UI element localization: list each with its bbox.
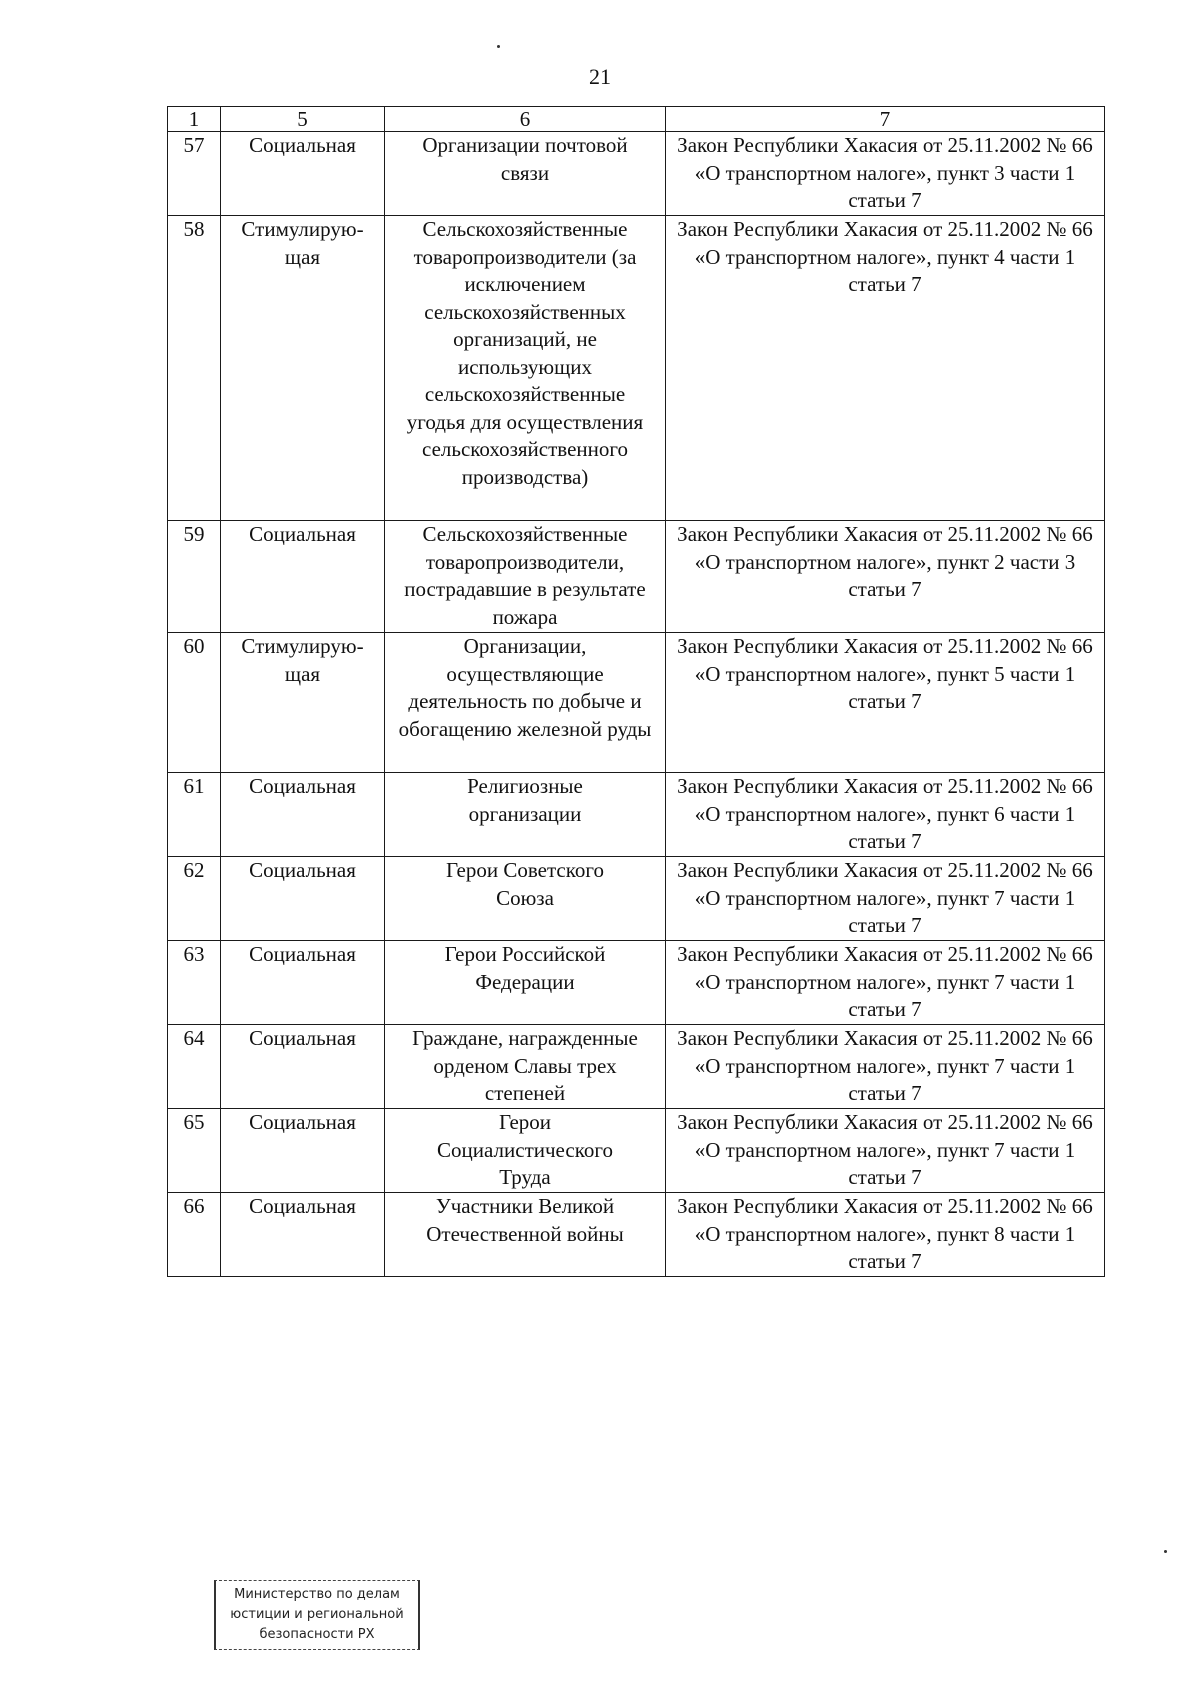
header-col-7: 7 — [666, 107, 1105, 132]
benefit-category: Герои Российской Федерации — [385, 941, 666, 1025]
page-number: 21 — [589, 64, 611, 89]
benefit-type: Социальная — [221, 941, 385, 1025]
legal-basis: Закон Республики Хакасия от 25.11.2002 № 66 «О транспортном налоге», пункт 7 части 1 статьи 7 — [666, 857, 1105, 941]
table-row — [168, 857, 1105, 941]
table-row — [168, 132, 1105, 216]
legal-basis: Закон Республики Хакасия от 25.11.2002 № 66 «О транспортном налоге», пункт 8 части 1 статьи 7 — [666, 1193, 1105, 1277]
benefit-type: Социальная — [221, 1193, 385, 1277]
benefit-type: Социальная — [221, 773, 385, 857]
stamp-line: Министерство по делам — [234, 1587, 400, 1602]
benefit-type: Социальная — [221, 1109, 385, 1193]
table-row — [168, 1193, 1105, 1277]
benefit-category: Сельскохозяйственные товаропроизводители (за исключением сельскохозяйственных организаций, не использующих сельскохозяйственные угодья для осуществления сельскохозяйственного производства) — [385, 216, 666, 521]
benefit-category: Сельскохозяйственные товаропроизводители, пострадавшие в результате пожара — [385, 521, 666, 633]
benefits-table — [167, 106, 1105, 1277]
legal-basis: Закон Республики Хакасия от 25.11.2002 № 66 «О транспортном налоге», пункт 4 части 1 статьи 7 — [666, 216, 1105, 521]
table-row — [168, 521, 1105, 633]
benefit-type: Стимулирую-щая — [221, 216, 385, 521]
table-row — [168, 216, 1105, 521]
legal-basis: Закон Республики Хакасия от 25.11.2002 № 66 «О транспортном налоге», пункт 7 части 1 статьи 7 — [666, 941, 1105, 1025]
row-number: 58 — [168, 216, 221, 521]
benefit-category: Герои Социалистического Труда — [385, 1109, 666, 1193]
header-col-6: 6 — [385, 107, 666, 132]
row-number: 57 — [168, 132, 221, 216]
benefit-category: Граждане, награжденные орденом Славы трех степеней — [385, 1025, 666, 1109]
row-number: 60 — [168, 633, 221, 773]
legal-basis: Закон Республики Хакасия от 25.11.2002 № 66 «О транспортном налоге», пункт 2 части 3 статьи 7 — [666, 521, 1105, 633]
benefit-type: Социальная — [221, 857, 385, 941]
row-number: 64 — [168, 1025, 221, 1109]
table-row — [168, 1025, 1105, 1109]
row-number: 65 — [168, 1109, 221, 1193]
row-number: 62 — [168, 857, 221, 941]
stamp-line: юстиции и региональной — [230, 1607, 404, 1622]
table-header-row — [168, 107, 1105, 132]
table-row — [168, 941, 1105, 1025]
legal-basis: Закон Республики Хакасия от 25.11.2002 № 66 «О транспортном налоге», пункт 3 части 1 статьи 7 — [666, 132, 1105, 216]
benefit-type: Стимулирую-щая — [221, 633, 385, 773]
ministry-stamp — [214, 1580, 420, 1650]
row-number: 61 — [168, 773, 221, 857]
benefit-category: Организации, осуществляющие деятельность по добыче и обогащению железной руды — [385, 633, 666, 773]
row-number: 59 — [168, 521, 221, 633]
stamp-line: безопасности РХ — [259, 1627, 375, 1642]
benefit-type: Социальная — [221, 132, 385, 216]
benefit-category: Герои Советского Союза — [385, 857, 666, 941]
table-row — [168, 773, 1105, 857]
legal-basis: Закон Республики Хакасия от 25.11.2002 № 66 «О транспортном налоге», пункт 7 части 1 статьи 7 — [666, 1109, 1105, 1193]
header-col-5: 5 — [221, 107, 385, 132]
table-row — [168, 1109, 1105, 1193]
scan-speck — [497, 45, 500, 48]
benefit-category: Участники Великой Отечественной войны — [385, 1193, 666, 1277]
scan-speck — [1164, 1550, 1167, 1553]
benefit-category: Организации почтовой связи — [385, 132, 666, 216]
row-number: 63 — [168, 941, 221, 1025]
benefit-type: Социальная — [221, 521, 385, 633]
legal-basis: Закон Республики Хакасия от 25.11.2002 № 66 «О транспортном налоге», пункт 5 части 1 статьи 7 — [666, 633, 1105, 773]
row-number: 66 — [168, 1193, 221, 1277]
legal-basis: Закон Республики Хакасия от 25.11.2002 № 66 «О транспортном налоге», пункт 7 части 1 статьи 7 — [666, 1025, 1105, 1109]
table-row — [168, 633, 1105, 773]
benefit-type: Социальная — [221, 1025, 385, 1109]
benefit-category: Религиозные организации — [385, 773, 666, 857]
header-col-1: 1 — [168, 107, 221, 132]
legal-basis: Закон Республики Хакасия от 25.11.2002 № 66 «О транспортном налоге», пункт 6 части 1 статьи 7 — [666, 773, 1105, 857]
